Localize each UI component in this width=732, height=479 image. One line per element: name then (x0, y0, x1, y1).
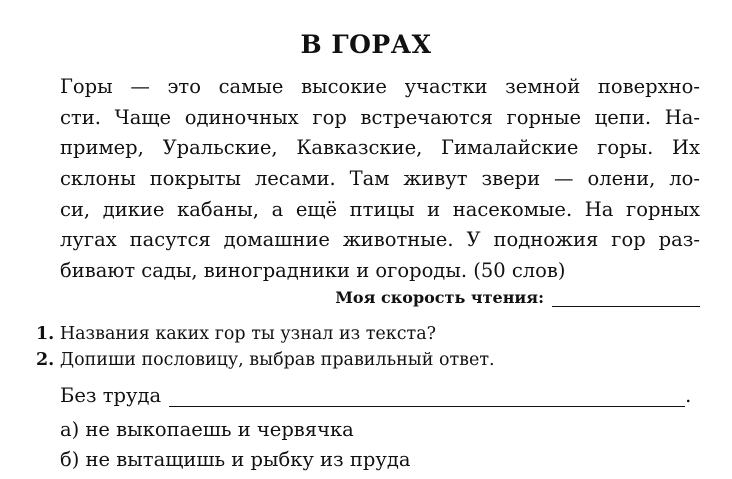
text-line: сти. Чаще одиночных гор встречаются горные цепи. На- (60, 105, 700, 129)
text-line: лугах пасутся домашние животные. У подножия гор раз- (60, 228, 700, 252)
question-number: 2. (36, 350, 55, 370)
text-line: Горы — это самые высокие участки земной поверхно- (60, 75, 700, 98)
question-1 (36, 324, 436, 344)
reading-speed-label: Моя скорость чтения: (335, 288, 544, 307)
page-title: В ГОРАХ (300, 30, 432, 59)
proverb-blank[interactable] (169, 384, 685, 407)
question-text: Допиши пословицу, выбрав правильный ответ. (59, 350, 495, 370)
option-b[interactable]: б) не вытащишь и рыбку из пруда (60, 448, 411, 471)
proverb-start: Без труда (60, 384, 162, 407)
text-line: пример, Уральские, Кавказские, Гималайские горы. Их (60, 136, 700, 160)
text-line: бивают сады, виноградники и огороды. (50 слов) (60, 259, 566, 283)
question-2 (36, 350, 495, 370)
reading-speed-row (335, 288, 700, 307)
reading-speed-blank[interactable] (552, 288, 700, 307)
question-text: Названия каких гор ты узнал из текста? (59, 324, 437, 344)
proverb-fill-row (60, 384, 691, 407)
text-line: си, дикие кабаны, а ещё птицы и насекомые. На горных (60, 197, 700, 221)
text-line: склоны покрыты лесами. Там живут звери — олени, ло- (60, 167, 700, 191)
question-number: 1. (36, 324, 55, 344)
option-a[interactable]: а) не выкопаешь и червячка (60, 418, 354, 441)
reading-text (60, 72, 700, 287)
proverb-end: . (685, 384, 692, 407)
